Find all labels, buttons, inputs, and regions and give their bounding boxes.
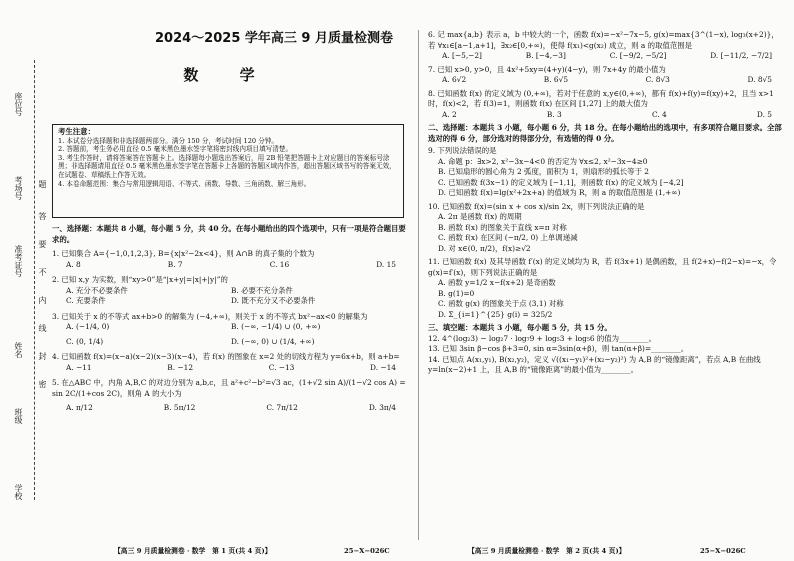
- option-b: B. 函数 f(x) 的图象关于直线 x=π 对称: [438, 222, 567, 232]
- school-label: 学校: [14, 484, 23, 500]
- question-5-options: [52, 403, 396, 414]
- name-label: 姓名: [14, 342, 23, 358]
- option-b: B. 6√5: [543, 75, 569, 84]
- option-b: B. 7: [167, 259, 183, 269]
- seal-char: 不: [38, 268, 47, 276]
- question-4-options: [52, 363, 396, 374]
- notice-item: 1. 本试卷分选择题和非选择题两部分。满分 150 分，考试时间 120 分钟。: [58, 136, 278, 145]
- notice-item: 3. 考生作答时，请将答案答在答题卡上。选择题每小题选出答案后，用 2B 铅笔把答题卡上对应题目的答案标号涂黑；非选择题请用直径 0.5 毫米黑色墨水签字笔在答题卡上各题的答题区域内作答，超出答题区域书写的答案无效，在试题卷、草稿纸上作答无效。: [58, 153, 396, 179]
- page-1-code: 25−X−026C: [344, 547, 390, 555]
- subject-title: 数 学: [183, 66, 273, 84]
- option-c: C. [−9/2, −5/2]: [609, 51, 667, 60]
- section-1-heading: 一、选择题：本题共 8 小题，每小题 5 分，共 40 分。在每小题给出的四个选项中，只有一项是符合题目要求的。: [52, 224, 406, 244]
- question-6: 6. 记 max{a,b} 表示 a，b 中较大的一个，函数 f(x)=−x²−7x−5, g(x)=max{3^(1−x), log₃(x+2)}，若 ∀x₁∈[a−1,a+1]，∃x₂∈[0,+∞)，使得 f(x₁)<g(x₂) 成立，则 a 的取值范围是: [428, 30, 779, 50]
- option-a: A. 命题 p：∃x>2, x²−3x−4<0 的否定为 ∀x≤2, x²−3x−4≥0: [438, 156, 648, 166]
- option-a: A. [−5,−2]: [442, 51, 482, 60]
- option-b: B. g(1)=0: [438, 288, 475, 298]
- question-4: 4. 已知函数 f(x)=(x−a)(x−2)(x−3)(x−4)，若 f(x) 的图象在 x=2 处的切线方程为 y=6x+b，则 a+b=: [52, 352, 400, 361]
- seal-char: 密: [38, 380, 47, 388]
- section-1: [52, 224, 408, 414]
- section-3-heading: 三、填空题：本题共 3 小题，每小题 5 分，共 15 分。: [428, 323, 612, 332]
- seat-label: 座位号: [14, 92, 23, 116]
- option-b: B. −12: [167, 362, 194, 372]
- seal-char: 线: [38, 324, 47, 332]
- option-d: D. 5: [756, 109, 772, 119]
- exam-room-label: 考场号: [14, 176, 23, 200]
- option-b: B. (−∞, −1/4) ∪ (0, +∞): [231, 322, 321, 331]
- option-b: B. 5π/12: [163, 403, 196, 412]
- option-c: C. 16: [269, 259, 290, 269]
- seal-char: 答: [38, 212, 47, 220]
- option-c: C. −13: [268, 362, 295, 372]
- seal-line: [34, 60, 35, 500]
- question-7: 7. 已知 x>0, y>0，且 4x²+5xy=(4+y)(4−y)，则 7x+4y 的最小值为: [428, 64, 666, 74]
- option-d: D. 既不充分又不必要条件: [231, 296, 316, 305]
- seal-char: 封: [38, 352, 47, 360]
- page-2-questions: [428, 30, 782, 376]
- question-8-options: [428, 110, 772, 121]
- option-b: B. 必要不充分条件: [231, 285, 293, 295]
- question-8: 8. 已知函数 f(x) 的定义域为 (0,+∞)，若对于任意的 x,y∈(0,+∞)，都有 f(x)+f(y)=f(xy)+2，且当 x>1 时，f(x)<2，若 f(3)=1，则函数 f(x) 在区间 [1,27] 上的最大值为: [428, 88, 774, 108]
- question-1-options: [52, 260, 396, 271]
- page-2-column: [428, 0, 784, 561]
- question-10-options: [428, 212, 782, 254]
- option-d: D. [−11/2, −7/2]: [710, 51, 772, 60]
- seal-char: 题: [38, 180, 47, 188]
- option-c: C. 4: [651, 109, 667, 119]
- option-c: C. 已知函数 f(3x−1) 的定义域为 [−1,1]，则函数 f(x) 的定义域为 [−4,2]: [438, 177, 684, 187]
- question-3: 3. 已知关于 x 的不等式 ax+b>0 的解集为 (−4,+∞)，则关于 x 的不等式 bx²−ax<0 的解集为: [52, 311, 368, 321]
- question-9-options: [428, 157, 782, 199]
- option-a: A. 6√2: [442, 75, 467, 84]
- question-10: 10. 已知函数 f(x)=(sin x + cos x)/sin 2x，则下列说法正确的是: [428, 201, 645, 211]
- question-11-options: [428, 278, 782, 320]
- notice-item: 2. 答题前，考生务必用直径 0.5 毫米黑色墨水签字笔将密封线内项目填写清楚。: [58, 145, 293, 154]
- binding-strip: [0, 0, 47, 561]
- option-c: C. 充要条件: [66, 296, 106, 305]
- question-7-options: [428, 75, 772, 86]
- option-c: C. 8√3: [645, 75, 670, 84]
- question-3-options: [52, 322, 396, 347]
- question-2: 2. 已知 x,y 为实数，则“xy>0”是“|x+y|=|x|+|y|”的: [52, 275, 228, 284]
- question-11: 11. 已知函数 f(x) 及其导函数 f′(x) 的定义域均为 R，若 f(3x+1) 是偶函数，且 f(2+x)−f(2−x)=−x，令 g(x)=f′(x)，则下列说法正确的是: [428, 257, 777, 277]
- option-d: D. 8√5: [747, 75, 772, 84]
- option-c: C. (0, 1/4): [66, 336, 104, 346]
- notice-item: 4. 本卷命题范围：集合与常用逻辑用语、不等式、函数、导数、三角函数、解三角形。: [58, 179, 311, 188]
- notice-heading: 考生注意：: [58, 127, 95, 136]
- page-2-footer: 【高三 9 月质量检测卷 · 数学 第 2 页(共 4 页)】: [468, 547, 626, 555]
- option-d: D. 对 x∈(0, π/2)，f(x)≥√2: [438, 243, 531, 253]
- question-13: 13. 已知 3sin β−cos β+3=0, sin α=3sin(α+β)，则 tan(α+β)=________。: [428, 344, 689, 353]
- exam-notice-box: [52, 124, 404, 218]
- option-a: A. π/12: [66, 403, 93, 412]
- question-14: 14. 已知点 A(x₁,y₁), B(x₂,y₂)，定义 √((x₁−y₁)²+(x₂−y₂)²) 为 A,B 的“镜像距离”，若点 A,B 在曲线 y=ln(x−2)+1 上，且 A,B 的“镜像距离”的最小值为________。: [428, 354, 761, 374]
- option-b: B. 3: [546, 109, 562, 119]
- option-a: A. (−1/4, 0): [66, 322, 110, 331]
- option-d: D. 已知函数 f(x)=lg(x²+2x+a) 的值域为 R，则 a 的取值范围是 (1,+∞): [438, 188, 681, 197]
- page-1-footer: 【高三 9 月质量检测卷 · 数学 第 1 页(共 4 页)】: [114, 547, 272, 555]
- option-d: D. (−∞, 0) ∪ (1/4, +∞): [231, 336, 315, 346]
- option-d: D. −14: [370, 362, 396, 372]
- option-a: A. 函数 y=1/2 x−f(x+2) 是奇函数: [438, 278, 556, 287]
- option-d: D. 15: [376, 259, 396, 269]
- question-5: 5. 在△ABC 中，内角 A,B,C 的对边分别为 a,b,c，且 a²+c²−b²=√3 ac，(1+√2 sin A)/(1−√2 cos A) = sin 2C/(1+cos 2C)，则角 A 的大小为: [52, 378, 406, 398]
- question-6-options: [428, 51, 772, 62]
- class-label: 班级: [14, 408, 23, 424]
- section-2-heading: 二、选择题：本题共 3 小题，每小题 6 分，共 18 分。在每小题给出的选项中，有多项符合题目要求。全部选对的得 6 分，部分选对的得部分分，有选错的得 0 分。: [428, 123, 782, 143]
- page-1-column: [44, 0, 412, 561]
- ticket-number-label: 准考证号: [14, 245, 23, 277]
- column-divider: [418, 30, 419, 540]
- question-2-options: [52, 286, 396, 307]
- seal-char: 内: [38, 296, 47, 304]
- seal-char: 要: [38, 240, 47, 248]
- option-a: A. 充分不必要条件: [66, 285, 128, 295]
- option-a: A. 8: [66, 259, 81, 269]
- option-c: C. 函数 g(x) 的图象关于点 (3,1) 对称: [438, 299, 564, 308]
- option-b: B. [−4,−3]: [525, 51, 566, 60]
- option-b: B. 已知扇形的圆心角为 2 弧度，面积为 1，则扇形的弧长等于 2: [438, 167, 650, 176]
- option-a: A. 2: [442, 109, 457, 119]
- option-d: D. 3π/4: [368, 403, 396, 412]
- question-12: 12. 4^(log₂3) − log₂7 · log₇9 + log₅3 + log₅6 的值为________。: [428, 333, 657, 343]
- option-d: D. Σ_{i=1}^{25} g(i) = 325/2: [438, 309, 553, 319]
- option-a: A. −11: [66, 362, 92, 372]
- exam-title: 2024～2025 学年高三 9 月质量检测卷: [155, 31, 393, 46]
- option-c: C. 函数 f(x) 在区间 (−π/2, 0) 上单调递减: [438, 233, 578, 242]
- page-2-code: 25−X−026C: [700, 547, 746, 555]
- question-1: 1. 已知集合 A={−1,0,1,2,3}, B={x|x²−2x<4}，则 A∩B 的真子集的个数为: [52, 249, 315, 258]
- question-9: 9. 下列说法错误的是: [428, 146, 497, 155]
- option-a: A. 2π 是函数 f(x) 的周期: [438, 212, 522, 221]
- option-c: C. 7π/12: [266, 403, 298, 412]
